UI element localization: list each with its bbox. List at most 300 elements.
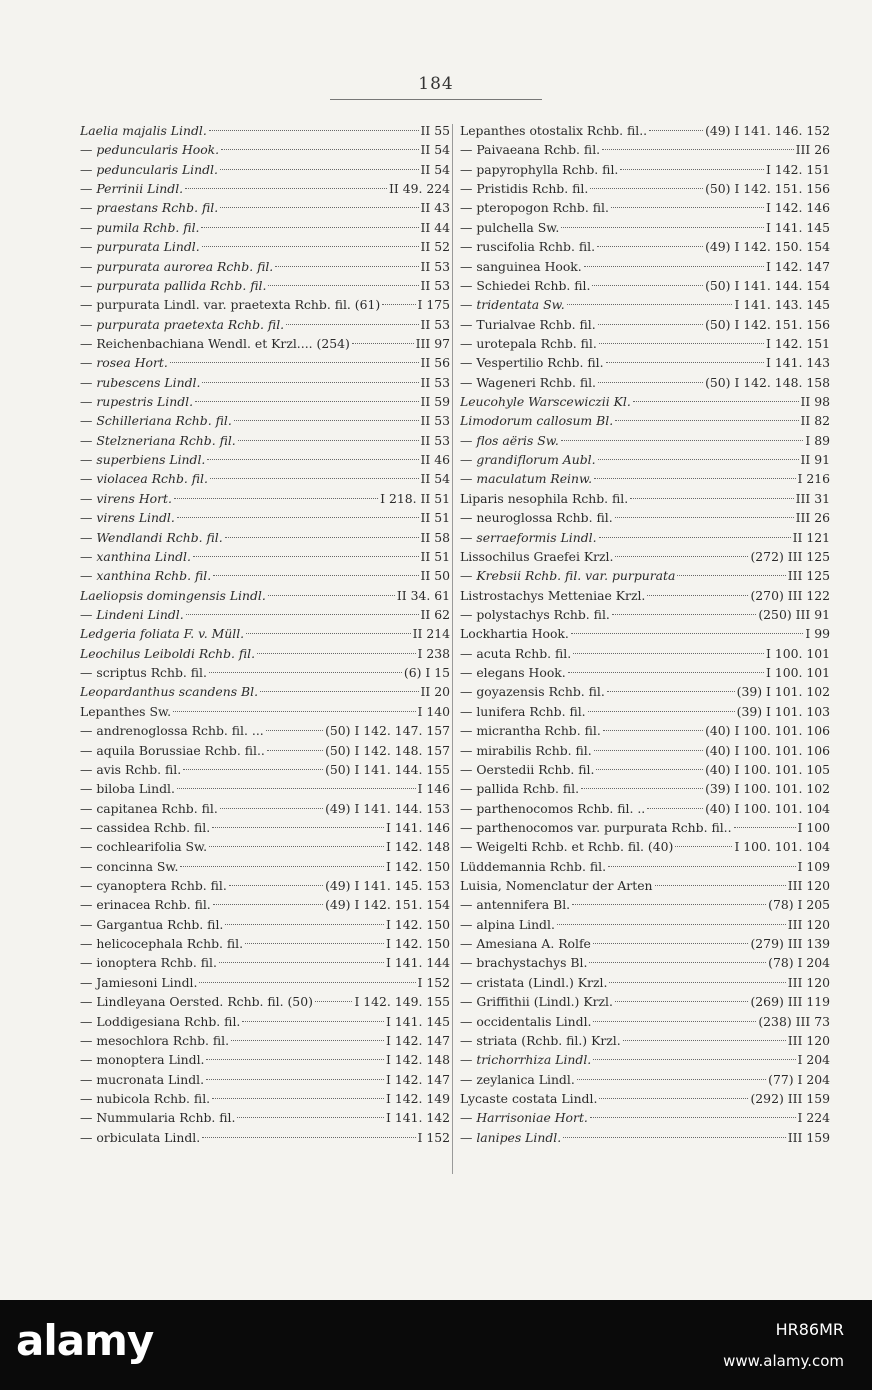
dot-leader <box>594 477 795 479</box>
entry-name: — Amesiana A. Rolfe <box>460 936 591 952</box>
entry-reference: I 141. 142 <box>385 1110 450 1126</box>
entry-reference: (49) I 142. 151. 154 <box>325 897 450 913</box>
entry-name: Lepanthes Sw. <box>80 703 172 719</box>
entry-name: — virens Hort. <box>80 490 172 506</box>
index-entry <box>460 953 830 972</box>
entry-reference: II 55 <box>420 123 450 138</box>
entry-name: — alpina Lindl. <box>460 916 555 932</box>
index-entry <box>460 1108 830 1127</box>
entry-reference: I 142. 147 <box>765 258 830 274</box>
entry-name: — cristata (Lindl.) Krzl. <box>460 974 608 990</box>
entry-name: — Schilleriana Rchb. fil. <box>80 413 232 429</box>
entry-reference: III 97 <box>415 335 450 351</box>
entry-reference: I 100. 101 <box>765 665 830 681</box>
dot-leader <box>209 845 384 847</box>
dot-leader <box>568 671 764 673</box>
entry-reference: I 152 <box>417 974 450 990</box>
entry-reference: II 98 <box>800 394 830 410</box>
index-entry <box>80 257 450 276</box>
entry-name: — rupestris Lindl. <box>80 394 194 410</box>
entry-reference: I 142. 148 <box>385 839 450 855</box>
entry-reference: I 142. 148 <box>385 1052 450 1068</box>
entry-reference: (50) I 142. 151. 156 <box>705 181 830 197</box>
entry-name: — parthenocomos Rchb. fil. .. <box>460 800 646 816</box>
dot-leader <box>268 594 395 596</box>
entry-name: — ionoptera Rchb. fil. <box>80 955 217 971</box>
entry-name: — helicocephala Rchb. fil. <box>80 936 244 952</box>
dot-leader <box>593 1020 756 1022</box>
index-entry <box>460 1050 830 1069</box>
index-entry <box>460 624 830 643</box>
entry-reference: I 141. 144 <box>385 955 450 971</box>
entry-name: — Turialvae Rchb. fil. <box>460 316 596 332</box>
entry-reference: I 141. 143 <box>765 355 830 371</box>
index-entry <box>80 198 450 217</box>
dot-leader <box>213 574 418 576</box>
index-entry <box>460 353 830 372</box>
dot-leader <box>206 1058 384 1060</box>
dot-leader <box>597 245 703 247</box>
index-entry <box>460 179 830 198</box>
entry-name: — xanthina Rchb. fil. <box>80 568 212 584</box>
dot-leader <box>590 1116 796 1118</box>
entry-name: — tridentata Sw. <box>460 297 565 313</box>
entry-name: — Harrisoniae Hort. <box>460 1110 588 1126</box>
entry-name: Lockhartia Hook. <box>460 626 569 642</box>
entry-reference: (50) I 141. 144. 155 <box>325 761 450 777</box>
entry-name: Luisia, Nomenclatur der Arten <box>460 878 653 894</box>
entry-reference: II 53 <box>420 374 450 390</box>
entry-name: — elegans Hook. <box>460 665 566 681</box>
index-entry <box>80 547 450 566</box>
entry-reference: (49) I 141. 144. 153 <box>325 800 450 816</box>
index-entry <box>460 741 830 760</box>
dot-leader <box>573 652 764 654</box>
index-entry <box>80 1108 450 1127</box>
dot-leader <box>246 632 410 634</box>
entry-reference: I 142. 150 <box>385 936 450 952</box>
entry-name: Laelia majalis Lindl. <box>80 123 207 138</box>
entry-reference: I 238 <box>417 645 450 661</box>
index-entry <box>460 1070 830 1089</box>
entry-name: — praestans Rchb. fil. <box>80 200 219 216</box>
index-entry <box>460 373 830 392</box>
entry-name: — violacea Rchb. fil. <box>80 471 208 487</box>
entry-reference: II 43 <box>420 200 450 216</box>
entry-name: — zeylanica Lindl. <box>460 1071 575 1087</box>
dot-leader <box>201 226 418 228</box>
dot-leader <box>209 671 402 673</box>
entry-reference: (77) I 204 <box>768 1071 830 1087</box>
entry-reference: II 53 <box>420 277 450 293</box>
entry-reference: (39) I 101. 103 <box>736 703 830 719</box>
entry-name: — serraeformis Lindl. <box>460 529 597 545</box>
entry-reference: (40) I 100. 101. 106 <box>705 742 830 758</box>
entry-reference: II 52 <box>420 239 450 255</box>
entry-reference: II 51 <box>420 510 450 526</box>
entry-name: — sanguinea Hook. <box>460 258 582 274</box>
entry-reference: (39) I 100. 101. 102 <box>705 781 830 797</box>
index-entry <box>80 837 450 856</box>
entry-name: — xanthina Lindl. <box>80 548 191 564</box>
entry-name: — scriptus Rchb. fil. <box>80 665 207 681</box>
entry-name: — Lindeni Lindl. <box>80 606 184 622</box>
index-entry <box>460 489 830 508</box>
dot-leader <box>382 303 415 305</box>
entry-name: Lissochilus Graefei Krzl. <box>460 548 614 564</box>
entry-name: — neuroglossa Rchb. fil. <box>460 510 613 526</box>
index-entry <box>460 1031 830 1050</box>
index-entry <box>80 741 450 760</box>
entry-reference: (49) I 142. 150. 154 <box>705 239 830 255</box>
dot-leader <box>225 923 384 925</box>
entry-reference: I 142. 151 <box>765 161 830 177</box>
entry-name: — Lindleyana Oersted. Rchb. fil. (50) <box>80 994 313 1010</box>
index-entry <box>80 218 450 237</box>
entry-name: — Vespertilio Rchb. fil. <box>460 355 604 371</box>
entry-name: — Reichenbachiana Wendl. et Krzl.... (254) <box>80 335 350 351</box>
index-entry <box>460 857 830 876</box>
entry-name: — maculatum Reinw. <box>460 471 593 487</box>
entry-name: — antennifera Bl. <box>460 897 571 913</box>
entry-name: — urotepala Rchb. fil. <box>460 335 597 351</box>
entry-name: Leopardanthus scandens Bl. <box>80 684 259 700</box>
entry-name: — mucronata Lindl. <box>80 1071 205 1087</box>
index-entry <box>80 373 450 392</box>
entry-name: — rubescens Lindl. <box>80 374 201 390</box>
dot-leader <box>615 516 794 518</box>
entry-reference: II 53 <box>420 432 450 448</box>
entry-name: — Wendlandi Rchb. fil. <box>80 529 223 545</box>
index-entry <box>460 257 830 276</box>
entry-name: — peduncularis Hook. <box>80 142 220 158</box>
index-entry <box>80 140 450 159</box>
index-entry <box>80 760 450 779</box>
dot-leader <box>173 710 416 712</box>
entry-reference: (78) I 204 <box>768 955 830 971</box>
entry-reference: (50) I 142. 147. 157 <box>325 723 450 739</box>
index-entry <box>80 469 450 488</box>
dot-leader <box>563 1136 786 1138</box>
entry-reference: I 142. 147 <box>385 1071 450 1087</box>
entry-reference: II 121 <box>792 529 830 545</box>
dot-leader <box>675 845 732 847</box>
dot-leader <box>649 129 703 131</box>
dot-leader <box>219 961 384 963</box>
entry-name: — pallida Rchb. fil. <box>460 781 580 797</box>
entry-reference: I 100 <box>797 819 830 835</box>
entry-reference: II 44 <box>420 219 450 235</box>
dot-leader <box>593 942 749 944</box>
dot-leader <box>185 187 387 189</box>
index-entry <box>460 992 830 1011</box>
index-entry <box>460 799 830 818</box>
entry-reference: (50) I 142. 148. 157 <box>325 742 450 758</box>
entry-name: — purpurata Lindl. <box>80 239 200 255</box>
dot-leader <box>599 536 791 538</box>
entry-reference: (292) III 159 <box>750 1090 830 1106</box>
entry-name: — Perrinii Lindl. <box>80 181 184 197</box>
entry-name: — striata (Rchb. fil.) Krzl. <box>460 1032 621 1048</box>
dot-leader <box>195 400 418 402</box>
watermark-footer <box>0 1300 872 1390</box>
entry-name: — Stelzneriana Rchb. fil. <box>80 432 236 448</box>
index-entry <box>80 721 450 740</box>
entry-name: — orbiculata Lindl. <box>80 1129 201 1145</box>
entry-reference: I 99 <box>805 626 830 642</box>
entry-reference: II 82 <box>800 413 830 429</box>
index-entry <box>80 973 450 992</box>
dot-leader <box>615 555 748 557</box>
index-entry <box>460 934 830 953</box>
entry-name: Laeliopsis domingensis Lindl. <box>80 587 266 603</box>
index-entry <box>460 450 830 469</box>
dot-leader <box>257 652 415 654</box>
entry-reference: I 204 <box>797 1052 830 1068</box>
index-entry <box>80 1050 450 1069</box>
entry-name: — Paivaeana Rchb. fil. <box>460 142 601 158</box>
entry-name: — cassidea Rchb. fil. <box>80 819 211 835</box>
dot-leader <box>212 1097 384 1099</box>
entry-reference: II 58 <box>420 529 450 545</box>
entry-reference: I 141. 146 <box>385 819 450 835</box>
dot-leader <box>581 787 703 789</box>
dot-leader <box>286 323 418 325</box>
index-entry <box>80 586 450 605</box>
entry-reference: III 125 <box>787 568 830 584</box>
index-entry <box>460 121 830 140</box>
dot-leader <box>603 729 703 731</box>
entry-name: — biloba Lindl. <box>80 781 175 797</box>
entry-reference: (49) I 141. 146. 152 <box>705 123 830 138</box>
entry-name: — Weigelti Rchb. et Rchb. fil. (40) <box>460 839 674 855</box>
entry-reference: (272) III 125 <box>750 548 830 564</box>
index-entry <box>80 237 450 256</box>
dot-leader <box>592 284 703 286</box>
entry-reference: I 141. 145 <box>765 219 830 235</box>
entry-name: — rosea Hort. <box>80 355 168 371</box>
dot-leader <box>268 284 418 286</box>
dot-leader <box>609 981 785 983</box>
entry-reference: I 100. 101 <box>765 645 830 661</box>
dot-leader <box>242 1020 384 1022</box>
dot-leader <box>611 206 764 208</box>
dot-leader <box>567 303 733 305</box>
entry-name: Listrostachys Metteniae Krzl. <box>460 587 646 603</box>
entry-reference: I 140 <box>417 703 450 719</box>
index-entry <box>80 160 450 179</box>
entry-reference: III 120 <box>787 1032 830 1048</box>
entry-reference: I 141. 145 <box>385 1013 450 1029</box>
entry-reference: (40) I 100. 101. 104 <box>705 800 830 816</box>
index-entry <box>80 605 450 624</box>
entry-reference: III 120 <box>787 916 830 932</box>
entry-reference: II 20 <box>420 684 450 700</box>
index-entry <box>80 431 450 450</box>
dot-leader <box>633 400 799 402</box>
entry-name: — Gargantua Rchb. fil. <box>80 916 224 932</box>
dot-leader <box>572 903 766 905</box>
dot-leader <box>209 129 419 131</box>
dot-leader <box>234 419 419 421</box>
dot-leader <box>561 226 764 228</box>
entry-name: — purpurata pallida Rchb. fil. <box>80 277 267 293</box>
entry-reference: I 175 <box>417 297 450 313</box>
entry-name: Limodorum callosum Bl. <box>460 413 614 429</box>
image-code: HR86MR <box>775 1320 844 1339</box>
dot-leader <box>608 865 796 867</box>
dot-leader <box>238 439 419 441</box>
dot-leader <box>655 884 786 886</box>
index-entry <box>460 779 830 798</box>
dot-leader <box>275 265 418 267</box>
index-entry <box>80 392 450 411</box>
dot-leader <box>315 1000 353 1002</box>
index-entry <box>460 566 830 585</box>
entry-name: — pteropogon Rchb. fil. <box>460 200 609 216</box>
dot-leader <box>267 749 323 751</box>
dot-leader <box>186 613 419 615</box>
dot-leader <box>183 768 323 770</box>
entry-reference: III 159 <box>787 1129 830 1145</box>
entry-name: — Loddigesiana Rchb. fil. <box>80 1013 241 1029</box>
entry-name: — Jamiesoni Lindl. <box>80 974 198 990</box>
entry-reference: (40) I 100. 101. 105 <box>705 761 830 777</box>
entry-name: — acuta Rchb. fil. <box>460 645 572 661</box>
entry-name: Lepanthes otostalix Rchb. fil.. <box>460 123 648 138</box>
dot-leader <box>599 1097 748 1099</box>
entry-reference: III 26 <box>795 142 830 158</box>
dot-leader <box>225 536 419 538</box>
entry-name: — erinacea Rchb. fil. <box>80 897 211 913</box>
entry-reference: I 142. 149. 155 <box>354 994 450 1010</box>
index-entry <box>80 644 450 663</box>
entry-name: — Pristidis Rchb. fil. <box>460 181 589 197</box>
entry-name: Leochilus Leiboldi Rchb. fil. <box>80 645 256 661</box>
entry-name: — pumila Rchb. fil. <box>80 219 200 235</box>
index-entry <box>460 1089 830 1108</box>
index-entry <box>460 818 830 837</box>
dot-leader <box>220 206 418 208</box>
dot-leader <box>245 942 384 944</box>
index-entry <box>80 1070 450 1089</box>
entry-reference: II 59 <box>420 394 450 410</box>
index-entry <box>80 1089 450 1108</box>
index-entry <box>460 1128 830 1147</box>
entry-name: — andrenoglossa Rchb. fil. ... <box>80 723 264 739</box>
entry-reference: I 142. 150 <box>385 858 450 874</box>
entry-name: — virens Lindl. <box>80 510 175 526</box>
entry-reference: II 54 <box>420 142 450 158</box>
entry-name: — Griffithii (Lindl.) Krzl. <box>460 994 613 1010</box>
entry-reference: II 56 <box>420 355 450 371</box>
index-entry <box>460 682 830 701</box>
dot-leader <box>590 187 703 189</box>
brand-logo: alamy <box>16 1316 154 1365</box>
entry-reference: I 216 <box>797 471 830 487</box>
index-entry <box>460 411 830 430</box>
header-rule <box>330 99 542 100</box>
entry-reference: II 51 <box>420 548 450 564</box>
entry-name: — avis Rchb. fil. <box>80 761 182 777</box>
dot-leader <box>584 265 764 267</box>
entry-reference: I 89 <box>805 432 830 448</box>
index-entry <box>460 895 830 914</box>
index-entry <box>460 160 830 179</box>
index-entry <box>460 915 830 934</box>
index-entry <box>460 973 830 992</box>
dot-leader <box>606 361 764 363</box>
dot-leader <box>630 497 793 499</box>
entry-reference: II 49. 224 <box>388 181 450 197</box>
entry-reference: (40) I 100. 101. 106 <box>705 723 830 739</box>
index-entry <box>80 779 450 798</box>
dot-leader <box>607 690 735 692</box>
index-entry <box>460 1012 830 1031</box>
dot-leader <box>212 826 384 828</box>
dot-leader <box>202 1136 415 1138</box>
dot-leader <box>202 245 419 247</box>
index-entry <box>460 702 830 721</box>
dot-leader <box>577 1078 766 1080</box>
entry-reference: III 120 <box>787 878 830 894</box>
index-entry <box>80 450 450 469</box>
entry-name: — mesochlora Rchb. fil. <box>80 1032 230 1048</box>
index-entry <box>80 895 450 914</box>
entry-name: — Schiedei Rchb. fil. <box>460 277 591 293</box>
index-entry <box>80 353 450 372</box>
index-entry <box>80 1031 450 1050</box>
entry-name: — brachystachys Bl. <box>460 955 588 971</box>
entry-name: — lanipes Lindl. <box>460 1129 562 1145</box>
index-entry <box>80 315 450 334</box>
entry-reference: (39) I 101. 102 <box>736 684 830 700</box>
dot-leader <box>734 826 796 828</box>
dot-leader <box>615 419 798 421</box>
entry-reference: I 142. 149 <box>385 1090 450 1106</box>
dot-leader <box>177 787 416 789</box>
dot-leader <box>207 458 418 460</box>
entry-reference: (6) I 15 <box>403 665 450 681</box>
entry-name: — lunifera Rchb. fil. <box>460 703 586 719</box>
dot-leader <box>210 477 419 479</box>
index-entry <box>80 682 450 701</box>
index-entry <box>80 276 450 295</box>
entry-reference: I 142. 151 <box>765 335 830 351</box>
index-entry <box>80 934 450 953</box>
dot-leader <box>220 168 419 170</box>
right-index-column <box>460 121 830 1147</box>
index-entry <box>80 953 450 972</box>
dot-leader <box>206 1078 384 1080</box>
index-entry <box>460 392 830 411</box>
entry-reference: (269) III 119 <box>750 994 830 1010</box>
entry-reference: II 53 <box>420 258 450 274</box>
entry-reference: II 53 <box>420 316 450 332</box>
index-entry <box>460 721 830 740</box>
index-entry <box>460 876 830 895</box>
dot-leader <box>231 1039 384 1041</box>
entry-reference: (50) I 141. 144. 154 <box>705 277 830 293</box>
dot-leader <box>593 1058 795 1060</box>
dot-leader <box>266 729 323 731</box>
index-entry <box>80 818 450 837</box>
entry-reference: II 54 <box>420 471 450 487</box>
entry-reference: (50) I 142. 148. 158 <box>705 374 830 390</box>
dot-leader <box>598 381 703 383</box>
entry-reference: (238) III 73 <box>758 1013 830 1029</box>
dot-leader <box>647 594 748 596</box>
